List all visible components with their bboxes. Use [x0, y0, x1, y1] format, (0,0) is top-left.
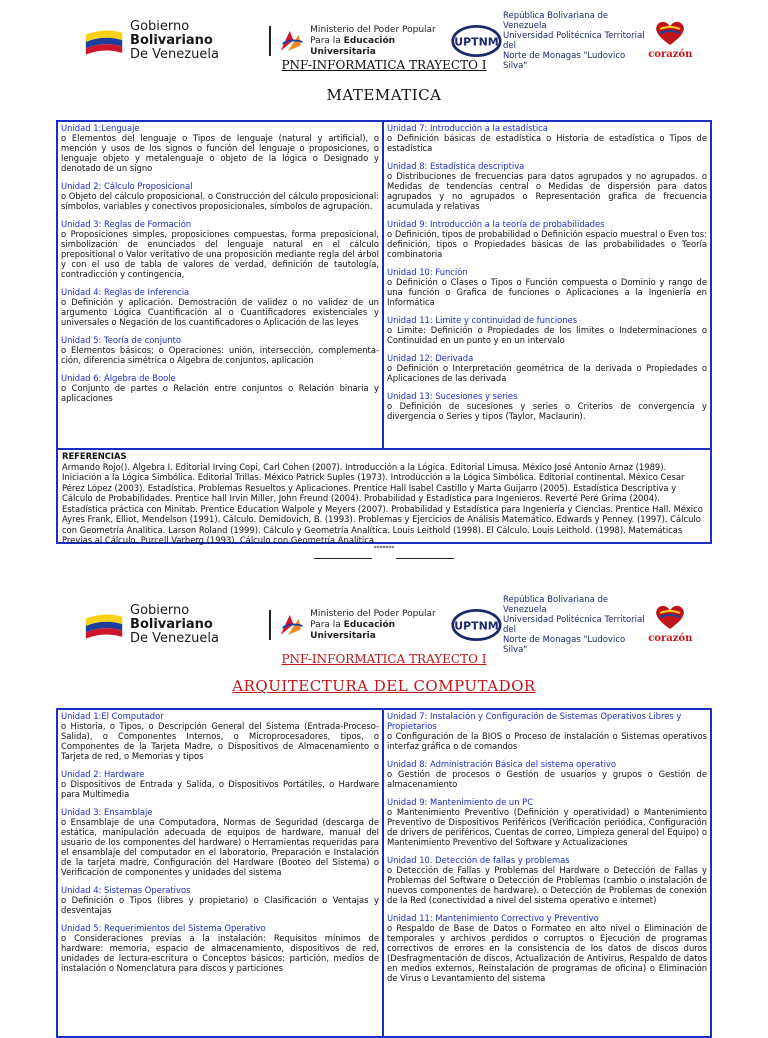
heart-icon: [652, 19, 688, 47]
unit-block: [61, 373, 379, 403]
unit-body: o Consideraciones previas a la instalación: Requisitos mínimos de hardware: memoria, espacio de almacenamiento, dispositivos de red, unidades de lectura-escritura o Conceptos básicos: partición, medios de instalación o Nomenclatura para discos y particiones: [61, 933, 379, 973]
unit-title: Unidad 10: Función: [387, 267, 468, 277]
university-logo-text: UPTNM: [454, 35, 499, 49]
signature-line-left: [314, 558, 372, 559]
unit-title: Unidad 5: Teoría de conjunto: [61, 335, 182, 345]
unit-title: Unidad 2: Cálculo Proposicional: [61, 181, 193, 191]
unit-body: o Gestión de procesos o Gestión de usuarios y grupos o Gestión de almacenamiento: [387, 769, 707, 789]
ministerio-text: [310, 25, 450, 58]
unit-body: o Historia, o Tipos, o Descripción General del Sistema (Entrada-Proceso-Salida), o Componentes Internos, o Microprocesadores, tipos, o Componentes de la Tarjeta Madre, o Dispositivos de Almacenamiento o Tarjeta de red, o Memorias y tipos: [61, 721, 379, 761]
unit-block: [61, 181, 379, 211]
gobierno-text-2: [130, 604, 263, 646]
republica-line3: Norte de Monagas "Ludovico Silva": [502, 635, 626, 655]
unit-title: Unidad 5: Requerimientos del Sistema Operativo: [61, 923, 266, 933]
unit-body: o Detección de Fallas y Problemas del Hardware o Detección de Fallas y Problemas del Software o Detección de Problemas (cambio o instalación de nuevos componentes de hardware). o Detección de Problemas de conexión de la Red (conectividad a nivel del sistema operativo e internet): [387, 865, 707, 905]
unit-title: Unidad 9: Mantenimiento de un PC: [387, 797, 534, 807]
references-body: Armando Rojo(). Algebra I. Editorial Irving Copi, Carl Cohen (2007). Introducción a la Lógica. Editorial Limusa. México José Antonio Arnaz (1989). Iniciación a la Lógica Simbólica. Editorial Trillas. México Patrick Suples (1973). Introducción a la Lógica Simbólica. Editorial continental. México Cesar Pérez López (2003). Estadística. Problemas Resueltos y Aplicaciones. Prentice Hall Isabel Castillo y Marta Guijarro (2005). Estadística Descriptiva y Cálculo de Probabilidades. Prentice hall Irvin Miller, John Freund (2004). Probabilidad y Estadística para Ingenieros. Reverté Peré Grima (2004). Estadística práctica con Minitab. Prentice Education Walpole y Meyers (2007). Probabilidad y Estadística para Ingeniería y Ciencias. Prentice Hall. México Ayres Frank, Elliot, Mendelson (1991). Cálculo. Demidovich, B. (1993). Problemas y Ejercicios de Análisis Matemático. Edwards y Penney. (1997). Cálculo con Geometría Analítica. Larson Roland (1999). Cálculo y Geometría Analítica. Louis Leithold (1998). El Cálculo. Louis Leithold. (1998). Matemáticas Previas al Cálculo. Purcell Varberg (1993). Cálculo con Geometría Analítica: [62, 461, 703, 545]
ministerio-line1: Ministerio del Poder Popular: [310, 24, 436, 35]
unit-body: o Elementos del lenguaje o Tipos de lenguaje (natural y artificial), o mención y usos de los signos o función del lenguaje o proposiciones, o lenguaje objeto y metalenguaje o objeto de la lógica o Designado y denotado de un signo: [61, 133, 379, 173]
unit-title: Unidad 4: Sistemas Operativos: [61, 885, 191, 895]
unit-block: [387, 855, 707, 905]
unit-block: [387, 913, 707, 983]
heart-icon: [652, 603, 688, 631]
republica-line3: Norte de Monagas "Ludovico Silva": [502, 51, 626, 71]
unit-block: [387, 161, 707, 211]
unit-title: Unidad 9: Introducción a la teoría de probabilidades: [387, 219, 605, 229]
unit-block: [61, 711, 379, 761]
corazon-text: corazón: [648, 633, 693, 644]
unit-body: o Conjunto de partes o Relación entre conjuntos o Relación binaria y aplicaciones: [61, 383, 379, 403]
unit-block: [387, 391, 707, 421]
republica-line1: República Bolivariana de Venezuela: [502, 11, 609, 31]
unit-body: o Proposiciones simples, proposiciones compuestas, forma preposicional, simbolización de enunciados del lenguaje natural en el cálculo prepositional o Valor veritativo de una proposición mediante regla del árbol y con el uso de tabla de valores de verdad, definición de tautología, contradicción y contingencia,: [61, 229, 379, 279]
unit-body: o Definición o Clases o Tipos o Función compuesta o Dominio y rango de una función o Grafica de funciones o Aplicaciones a la Ingeniería en Informática: [387, 277, 707, 307]
signature-line-right: [396, 558, 454, 559]
unit-block: [61, 807, 379, 877]
unit-title: Unidad 3: Reglas de Formación: [61, 219, 192, 229]
gobierno-text: [130, 20, 263, 62]
gobierno-bold: Bolivariano: [130, 617, 213, 632]
unit-body: o Definición o Tipos (libres y propietario) o Clasificación o Ventajas y desventajas: [61, 895, 379, 915]
ministerio-line2-bold: Educación Universitaria: [310, 35, 396, 57]
unit-block: [387, 267, 707, 307]
page2-subject-title: ARQUITECTURA DEL COMPUTADOR: [232, 677, 536, 695]
page1-stars: *******: [373, 545, 395, 552]
unit-block: [387, 711, 707, 751]
unit-block: [61, 769, 379, 799]
unit-block: [61, 923, 379, 973]
unit-body: o Definición o Interpretación geométrica de la derivada o Propiedades o Aplicaciones de las derivada: [387, 363, 707, 383]
unit-title: Unidad 3: Ensamblaje: [61, 807, 153, 817]
republica-line2: Universidad Politécnica Territorial del: [502, 615, 645, 635]
republica-line2: Universidad Politécnica Territorial del: [502, 31, 645, 51]
unit-block: [387, 797, 707, 847]
gobierno-logo-2: [84, 604, 263, 646]
unit-body: o Definición, tipos de probabilidad o Definición espacio muestral o Even tos: definición, tipos o Propiedades básicas de las probabilidades o Teoría combinatoria: [387, 229, 707, 259]
page1-left-column: [58, 122, 384, 448]
university-logo-icon: [450, 21, 503, 61]
ministerio-line2-prefix: Para la: [310, 35, 344, 46]
page2-pnf-title: PNF-INFORMATICA TRAYECTO I: [281, 652, 487, 666]
unit-body: o Dispositivos de Entrada y Salida, o Dispositivos Portátiles, o Hardware para Multimedia: [61, 779, 379, 799]
ministerio-line2-prefix: Para la: [310, 619, 344, 630]
ministerio-line2-bold: Educación Universitaria: [310, 619, 396, 641]
unit-block: [387, 219, 707, 259]
ministerio-text-2: [310, 609, 450, 642]
ministerio-emblem-icon: [277, 26, 304, 56]
unit-title: Unidad 7: Instalación y Configuración de Sistemas Operativos Libres y Propietarios: [387, 711, 682, 731]
unit-body: o Definición básicas de estadística o Historia de estadística o Tipos de estadística: [387, 133, 707, 153]
page2-header: [84, 595, 694, 655]
unit-title: Unidad 12: Derivada: [387, 353, 474, 363]
unit-title: Unidad 8: Estadística descriptiva: [387, 161, 525, 171]
gobierno-bold: Bolivariano: [130, 33, 213, 48]
university-logo-text: UPTNM: [454, 619, 499, 633]
page1-references: [56, 450, 712, 544]
unit-body: o Ensamblaje de una Computadora, Normas de Seguridad (descarga de estática, manipulación adecuada de equipos de hardware, manual del usuario de los componentes del hardware) o Herramientas requeridas para el ensamblaje del computador en el laboratorio, Preparación e Instalación de la tarjeta madre, Configuración del Hardware (Booteo del Sistema) o Verificación de componentes y unidades del sistema: [61, 817, 379, 877]
header-divider: [269, 26, 271, 56]
page1-right-column: [384, 122, 710, 448]
unit-body: o Respaldo de Base de Datos o Formateo en alto nivel o Eliminación de temporales y archivos perdidos o corruptos o Ejecución de programas correctivos de errores en la consistencia de los datos de discos duros (Desfragmentación de discos, Actualización de Antivirus, Respaldo de datos en medios externos, Reinstalación de programas de oficina) o Eliminación de Virus o Levantamiento del sistema: [387, 923, 707, 983]
unit-title: Unidad 10. Detección de fallas y problemas: [387, 855, 570, 865]
gobierno-line2: De Venezuela: [130, 47, 219, 62]
unit-body: o Objeto del cálculo proposicional. o Construcción del cálculo proposicional: símbolos, variables y conectivos proposicionales, símbolos de agrupación.: [61, 191, 379, 211]
unit-block: [61, 123, 379, 173]
page2-left-column: [58, 710, 384, 1036]
unit-body: o Definición de sucesiones y series o Criterios de convergencia y divergencia o Series y tipos (Taylor, Maclaurin).: [387, 401, 707, 421]
unit-block: [387, 759, 707, 789]
unit-block: [61, 335, 379, 365]
unit-title: Unidad 7: Introducción a la estadística: [387, 123, 548, 133]
corazon-text: corazón: [648, 49, 693, 60]
page2-right-column: [384, 710, 710, 1036]
unit-block: [61, 219, 379, 279]
unit-title: Unidad 6: Álgebra de Boole: [61, 373, 176, 383]
unit-title: Unidad 8: Administración Básica del sistema operativo: [387, 759, 616, 769]
page1-units-grid: [56, 120, 712, 450]
unit-title: Unidad 2: Hardware: [61, 769, 145, 779]
unit-block: [61, 287, 379, 327]
corazon-logo-2: [647, 603, 694, 647]
ministerio-line1: Ministerio del Poder Popular: [310, 608, 436, 619]
unit-title: Unidad 13: Sucesiones y series: [387, 391, 518, 401]
page1-pnf-title: PNF-INFORMATICA TRAYECTO I: [281, 58, 487, 72]
unit-title: Unidad 11: Mantenimiento Correctivo y Preventivo: [387, 913, 599, 923]
venezuela-flag-icon: [84, 608, 124, 642]
gobierno-line1: Gobierno: [130, 603, 190, 618]
unit-block: [387, 315, 707, 345]
header-divider-2: [269, 610, 271, 640]
unit-block: [387, 353, 707, 383]
references-title: REFERENCIAS: [62, 451, 127, 461]
university-logo-icon: [450, 605, 503, 645]
unit-body: o Limite: Definición o Propiedades de los limites o Indeterminaciones o Continuidad en un punto y en un intervalo: [387, 325, 707, 345]
unit-title: Unidad 1:Lenguaje: [61, 123, 140, 133]
unit-title: Unidad 1:El Computador: [61, 711, 164, 721]
gobierno-logo: [84, 20, 263, 62]
unit-block: [61, 885, 379, 915]
ministerio-logo: [277, 25, 450, 58]
unit-title: Unidad 11: Limite y continuidad de funciones: [387, 315, 578, 325]
unit-title: Unidad 4: Reglas de Inferencia: [61, 287, 190, 297]
unit-body: o Configuración de la BIOS o Proceso de instalación o Sistemas operativos interfaz gráfica o de comandos: [387, 731, 707, 751]
republica-line1: República Bolivariana de Venezuela: [502, 595, 609, 615]
ministerio-emblem-icon: [277, 610, 304, 640]
gobierno-line2: De Venezuela: [130, 631, 219, 646]
gobierno-line1: Gobierno: [130, 19, 190, 34]
republica-text-2: [503, 595, 647, 655]
unit-body: o Distribuciones de frecuencias para datos agrupados y no agrupados. o Medidas de tendencias central o Medidas de dispersión para datos agrupados y no agrupados o Representación grafica de frecuencia acumulada y relativas: [387, 171, 707, 211]
unit-body: o Definición y aplicación. Demostración de validez o no validez de un argumento Lógica Cuantificación al o Cuantificadores existenciales y universales o Negación de los cuantificadores o Aplicación de las leyes: [61, 297, 379, 327]
page1-subject-title: MATEMATICA: [326, 86, 442, 104]
unit-body: o Elementos básicos; o Operaciones: unión, intersección, complementa- ción, diferencia simétrica o Algebra de conjuntos, aplicación: [61, 345, 379, 365]
venezuela-flag-icon: [84, 24, 124, 58]
unit-block: [387, 123, 707, 153]
page2-units-grid: [56, 708, 712, 1038]
ministerio-logo-2: [277, 609, 450, 642]
unit-body: o Mantenimiento Preventivo (Definición y operatividad) o Mantenimiento Preventivo de Dispositivos Periféricos (Verificación periódica, Configuración de drivers de periféricos, Cuentas de correo, Limpieza general del Equipo) o Mantenimiento Preventivo del Software y Actualizaciones: [387, 807, 707, 847]
corazon-logo: [647, 19, 694, 63]
